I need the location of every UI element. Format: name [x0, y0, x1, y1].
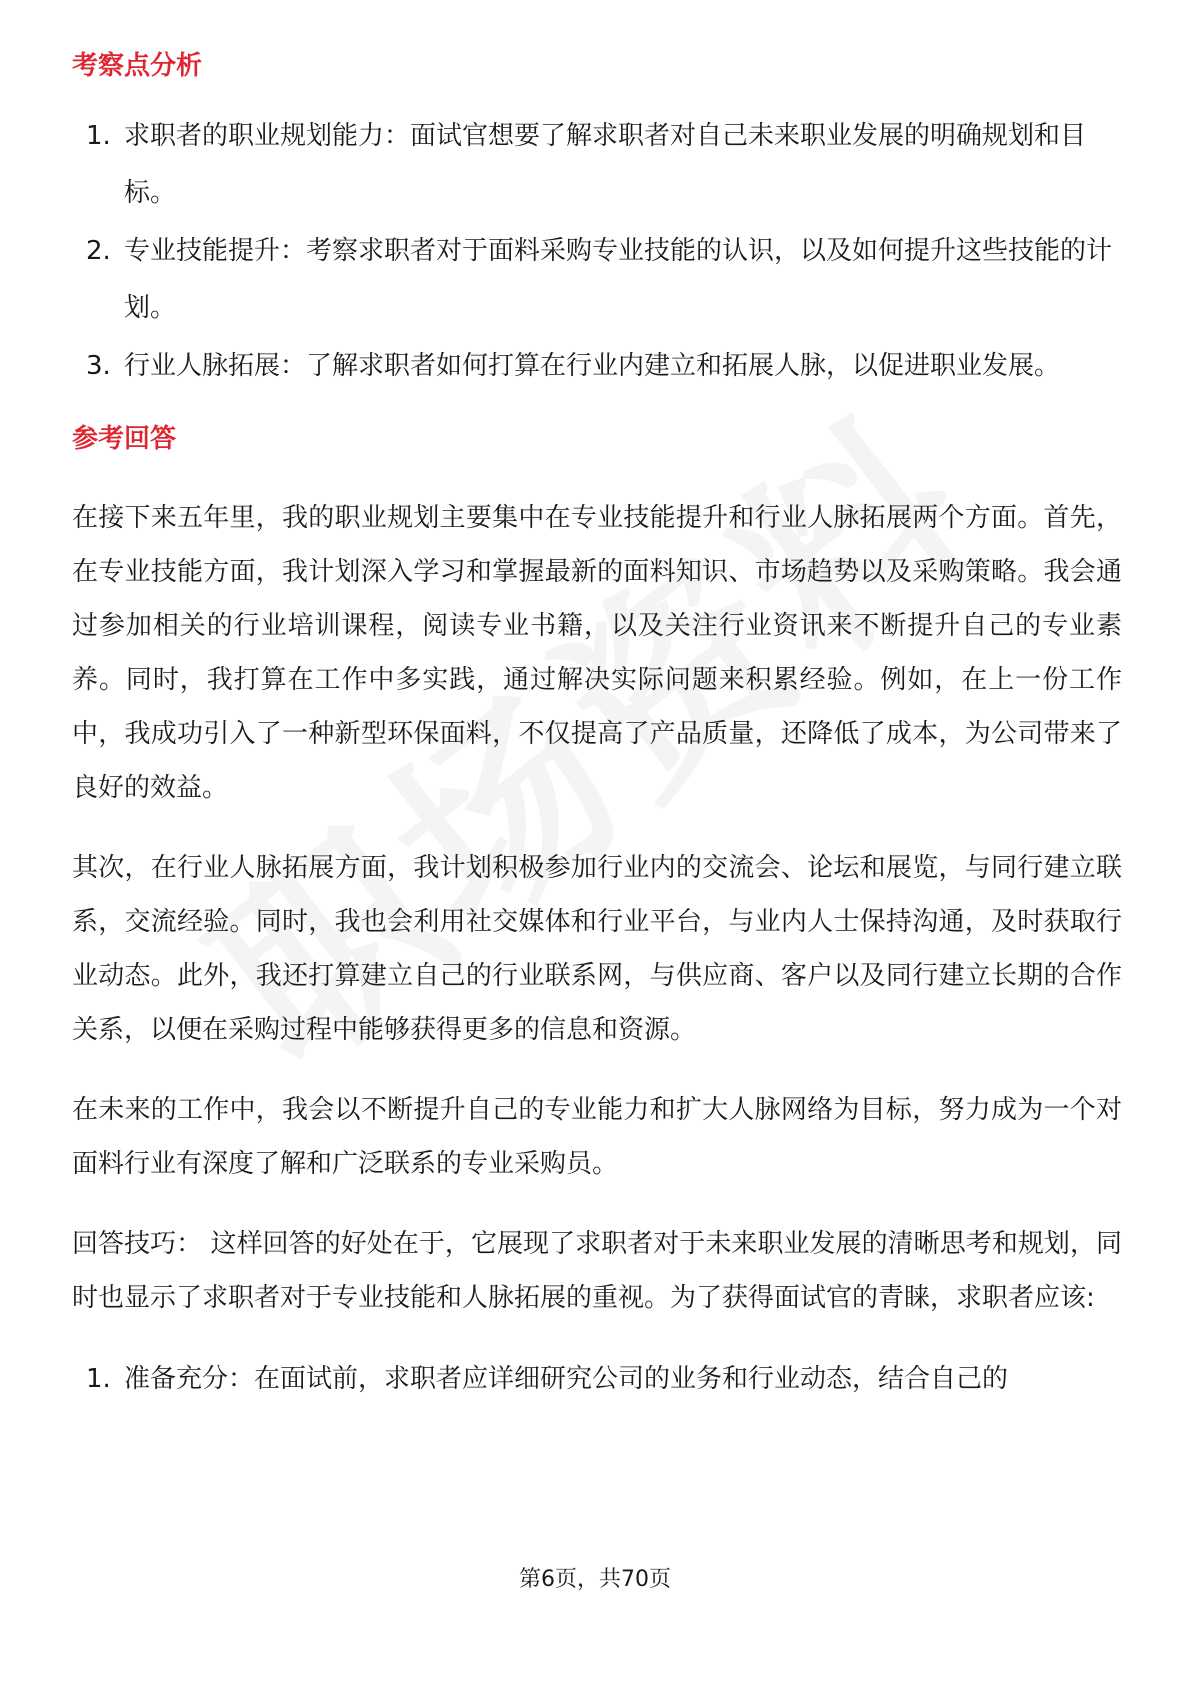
- paragraph: 其次，在行业人脉拓展方面，我计划积极参加行业内的交流会、论坛和展览，与同行建立联系，交流经验。同时，我也会利用社交媒体和行业平台，与业内人士保持沟通，及时获取行业动态。此外，我还打算建立自己的行业联系网，与供应商、客户以及同行建立长期的合作关系，以便在采购过程中能够获得更多的信息和资源。: [72, 853, 1122, 1045]
- tips-list: [72, 1351, 1122, 1408]
- list-number: 1.: [86, 1364, 111, 1394]
- list-number: 3.: [86, 351, 111, 381]
- paragraph: 在未来的工作中，我会以不断提升自己的专业能力和扩大人脉网络为目标，努力成为一个对面料行业有深度了解和广泛联系的专业采购员。: [72, 1095, 1122, 1179]
- list-text: 行业人脉拓展：了解求职者如何打算在行业内建立和拓展人脉，以促进职业发展。: [124, 351, 1061, 381]
- section-title-reference: 参考回答: [72, 424, 177, 454]
- list-item: [72, 1351, 1122, 1408]
- list-text: 准备充分：在面试前，求职者应详细研究公司的业务和行业动态，结合自己的: [124, 1364, 1009, 1394]
- list-number: 2.: [86, 236, 111, 266]
- document-body: [72, 46, 1122, 1408]
- list-item: [72, 223, 1122, 337]
- paragraph: 在接下来五年里，我的职业规划主要集中在专业技能提升和行业人脉拓展两个方面。首先，在专业技能方面，我计划深入学习和掌握最新的面料知识、市场趋势以及采购策略。我会通过参加相关的行业培训课程，阅读专业书籍，以及关注行业资讯来不断提升自己的专业素养。同时，我打算在工作中多实践，通过解决实际问题来积累经验。例如，在上一份工作中，我成功引入了一种新型环保面料，不仅提高了产品质量，还降低了成本，为公司带来了良好的效益。: [72, 503, 1122, 803]
- list-text: 专业技能提升：考察求职者对于面料采购专业技能的认识，以及如何提升这些技能的计划。: [124, 236, 1113, 323]
- paragraph-tips-intro: 回答技巧： 这样回答的好处在于，它展现了求职者对于未来职业发展的清晰思考和规划，同时也显示了求职者对于专业技能和人脉拓展的重视。为了获得面试官的青睐，求职者应该:: [72, 1229, 1122, 1313]
- page-number: 第6页，共70页: [519, 1567, 671, 1592]
- section-title-analysis: 考察点分析: [72, 51, 203, 81]
- list-number: 1.: [86, 121, 111, 151]
- list-item: [72, 338, 1122, 395]
- list-text: 求职者的职业规划能力：面试官想要了解求职者对自己未来职业发展的明确规划和目标。: [124, 121, 1087, 208]
- list-item: [72, 108, 1122, 222]
- analysis-list: [72, 108, 1122, 395]
